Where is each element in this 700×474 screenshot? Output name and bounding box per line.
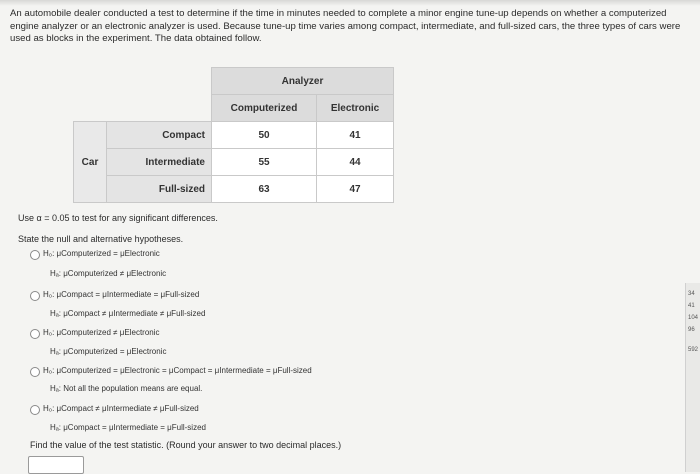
option-1-radio[interactable] bbox=[30, 250, 40, 260]
cell-fullsized-computerized: 63 bbox=[212, 176, 317, 203]
hypotheses-prompt: State the null and alternative hypotheses. bbox=[18, 234, 184, 244]
test-statistic-prompt: Find the value of the test statistic. (Round your answer to two decimal places.) bbox=[30, 440, 342, 450]
side-number-2: 41 bbox=[688, 303, 695, 309]
analyzer-header: Analyzer bbox=[212, 68, 394, 95]
option-2-ha: Hₐ: μCompact ≠ μIntermediate ≠ μFull-sized bbox=[50, 309, 206, 318]
option-5-ha: Hₐ: μCompact = μIntermediate = μFull-sized bbox=[50, 423, 206, 432]
alpha-instruction: Use α = 0.05 to test for any significant differences. bbox=[18, 213, 218, 223]
side-panel bbox=[685, 283, 700, 472]
col-header-electronic: Electronic bbox=[317, 95, 394, 122]
side-number-1: 34 bbox=[688, 291, 695, 297]
option-3-radio[interactable] bbox=[30, 329, 40, 339]
side-number-3: 104 bbox=[688, 315, 699, 321]
side-number-4: 96 bbox=[688, 327, 695, 333]
option-4-radio[interactable] bbox=[30, 367, 40, 377]
option-5-radio[interactable] bbox=[30, 405, 40, 415]
option-2-radio[interactable] bbox=[30, 291, 40, 301]
option-2-h0: H₀: μCompact = μIntermediate = μFull-sized bbox=[43, 290, 200, 299]
cell-fullsized-electronic: 47 bbox=[317, 176, 394, 203]
row-label-intermediate: Intermediate bbox=[107, 149, 212, 176]
block-label: Car bbox=[74, 122, 107, 203]
option-4-h0: H₀: μComputerized = μElectronic = μCompact = μIntermediate = μFull-sized bbox=[43, 366, 312, 375]
problem-intro: An automobile dealer conducted a test to determine if the time in minutes needed to complete a minor engine tune-up depends on whether a computerized engine analyzer or an electronic analyzer is used. Because tune-up time varies among compact, intermediate, and full-sized cars, the three types of cars were used as blocks in the experiment. The data obtained follow. bbox=[10, 8, 681, 44]
cell-compact-electronic: 41 bbox=[317, 122, 394, 149]
option-3-ha: Hₐ: μComputerized = μElectronic bbox=[50, 347, 167, 356]
data-table bbox=[73, 67, 394, 203]
row-label-fullsized: Full-sized bbox=[107, 176, 212, 203]
option-3-h0: H₀: μComputerized ≠ μElectronic bbox=[43, 328, 160, 337]
option-1-h0: H₀: μComputerized = μElectronic bbox=[43, 249, 160, 258]
option-1-ha: Hₐ: μComputerized ≠ μElectronic bbox=[50, 269, 167, 278]
test-statistic-input[interactable] bbox=[28, 456, 84, 474]
cell-compact-computerized: 50 bbox=[212, 122, 317, 149]
option-5-h0: H₀: μCompact ≠ μIntermediate ≠ μFull-sized bbox=[43, 404, 199, 413]
cell-intermediate-computerized: 55 bbox=[212, 149, 317, 176]
top-fade bbox=[0, 0, 700, 6]
option-4-ha: Hₐ: Not all the population means are equal. bbox=[50, 384, 203, 393]
col-header-computerized: Computerized bbox=[212, 95, 317, 122]
row-label-compact: Compact bbox=[107, 122, 212, 149]
side-number-5: 592 bbox=[688, 347, 699, 353]
cell-intermediate-electronic: 44 bbox=[317, 149, 394, 176]
